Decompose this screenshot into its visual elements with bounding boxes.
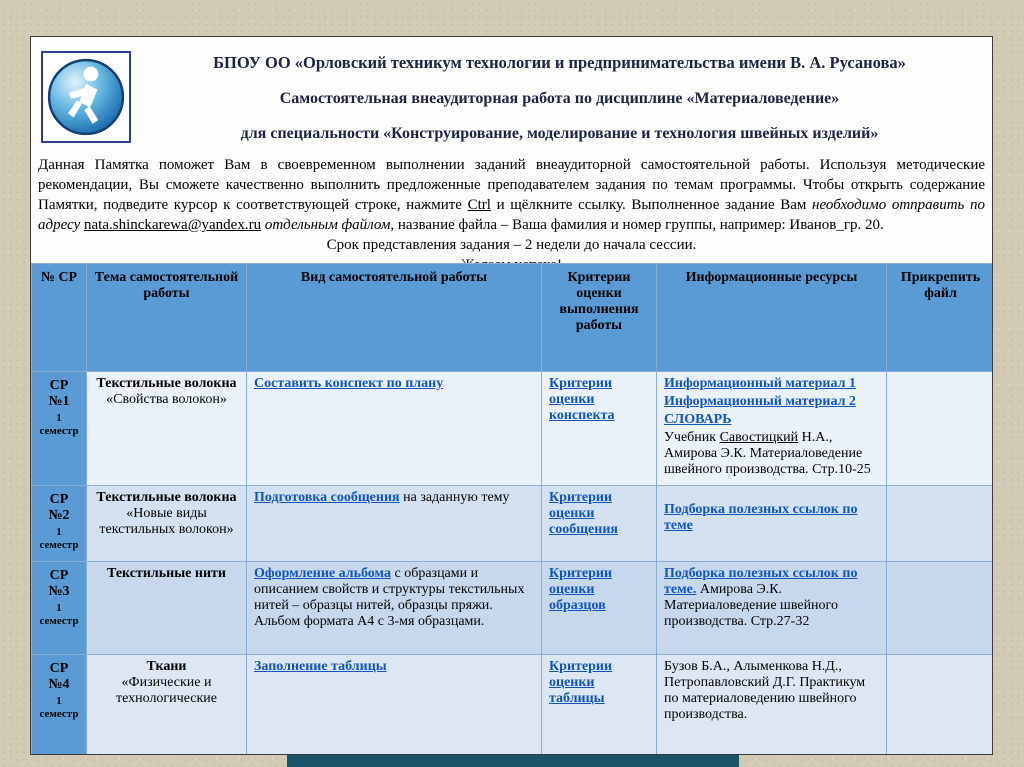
criteria-link[interactable]: Критерии оценки образцов xyxy=(549,566,613,613)
intro-text-3: название файла – Ваша фамилия и номер группы, например: Иванов_гр. 20. xyxy=(394,216,884,233)
col-header-worktype: Вид самостоятельной работы xyxy=(247,264,542,372)
theme-cell: Текстильные волокна «Новые виды текстильных волокон» xyxy=(87,486,247,562)
col-header-theme: Тема самостоятельной работы xyxy=(87,264,247,372)
resources-cell xyxy=(657,486,887,562)
resource-text: Учебник Савостицкий Н.А., Амирова Э.К. Материаловедение швейного производства. Стр.10-25 xyxy=(664,430,871,477)
sr-number-cell: СР №4 1 семестр xyxy=(32,655,87,756)
walking-person-icon xyxy=(45,56,127,138)
task-link[interactable]: Оформление альбома xyxy=(254,566,391,581)
task-link[interactable]: Подготовка сообщения xyxy=(254,490,400,505)
sr-number-cell: СР №1 1 семестр xyxy=(32,372,87,486)
college-logo xyxy=(41,51,131,143)
col-header-criteria: Критерии оценки выполнения работы xyxy=(542,264,657,372)
col-header-attach: Прикрепить файл xyxy=(887,264,994,372)
task-link[interactable]: Заполнение таблицы xyxy=(254,659,387,674)
assignments-table xyxy=(31,263,993,755)
criteria-cell xyxy=(542,562,657,655)
resource-text: Амирова Э.К. Материаловедение швейного производства. Стр.27-32 xyxy=(664,582,838,629)
resource-link[interactable]: Информационный материал 2 xyxy=(664,394,856,409)
header xyxy=(135,43,984,143)
table-row xyxy=(32,562,994,655)
attach-file-cell[interactable] xyxy=(887,372,994,486)
sr-number-cell: СР №2 1 семестр xyxy=(32,486,87,562)
task-link[interactable]: Составить конспект по плану xyxy=(254,376,444,391)
task-cell xyxy=(247,372,542,486)
table-row xyxy=(32,486,994,562)
resource-text: Бузов Б.А., Алыменкова Н.Д., Петропавловский Д.Г. Практикум по материаловедению швейного производства. xyxy=(664,659,866,722)
deadline-text: Срок представления задания – 2 недели до начала сессии. xyxy=(326,236,697,253)
attach-file-cell[interactable] xyxy=(887,562,994,655)
task-cell: Подготовка сообщения на заданную тему xyxy=(247,486,542,562)
table-row xyxy=(32,372,994,486)
sr-number-cell: СР №3 1 семестр xyxy=(32,562,87,655)
resource-link[interactable]: Информационный материал 1 xyxy=(664,376,856,391)
intro-italic-2: отдельным файлом, xyxy=(261,216,395,233)
resource-link[interactable]: Подборка полезных ссылок по теме xyxy=(664,502,858,533)
theme-cell: Ткани «Физические и технологические xyxy=(87,655,247,756)
table-header-row xyxy=(32,264,994,372)
theme-cell: Текстильные нити xyxy=(87,562,247,655)
speciality-title: для специальности «Конструирование, моделирование и технология швейных изделий» xyxy=(240,125,879,142)
criteria-link[interactable]: Критерии оценки таблицы xyxy=(549,659,613,706)
col-header-number: № СР xyxy=(32,264,87,372)
col-header-resources: Информационные ресурсы xyxy=(657,264,887,372)
intro-text-2: и щёлкните ссылку. Выполненное задание Вам xyxy=(490,196,813,213)
intro-text-1: Данная Памятка поможет Вам в своевременном выполнении заданий внеаудиторной самостоятельной работы. Используя методические рекомендации, Вы сможете качественно выполнить предложенные преподавателем задания по темам программы. Чтобы открыть содержание Памятки, подведите курсор к соответствующей строке, нажмите xyxy=(38,157,985,213)
attach-file-cell[interactable] xyxy=(887,486,994,562)
criteria-link[interactable]: Критерии оценки сообщения xyxy=(549,490,618,537)
slide xyxy=(30,36,993,755)
task-cell: Оформление альбома с образцами и описанием свойств и структуры текстильных нитей – образцы нитей, образцы пряжи. Альбом формата А4 с 3-мя образцами. xyxy=(247,562,542,655)
criteria-link[interactable]: Критерии оценки конспекта xyxy=(549,376,615,423)
email-link[interactable]: nata.shinckarewa@yandex.ru xyxy=(84,216,262,233)
intro-note xyxy=(38,156,985,276)
intro-italic-1: необходимо отправить по адресу xyxy=(38,196,985,233)
table-row xyxy=(32,655,994,756)
resource-link[interactable]: СЛОВАРЬ xyxy=(664,412,732,427)
criteria-cell xyxy=(542,486,657,562)
org-title: БПОУ ОО «Орловский техникум технологии и предпринимательства имени В. А. Русанова» xyxy=(213,53,906,72)
resource-link[interactable]: Подборка полезных ссылок по теме. xyxy=(664,566,858,597)
task-cell xyxy=(247,655,542,756)
resources-cell xyxy=(657,562,887,655)
work-title: Самостоятельная внеаудиторная работа по дисциплине «Материаловедение» xyxy=(279,90,840,107)
ctrl-key-text: Ctrl xyxy=(467,196,491,213)
resources-cell xyxy=(657,372,887,486)
attach-file-cell[interactable] xyxy=(887,655,994,756)
bottom-bar xyxy=(287,755,739,767)
criteria-cell xyxy=(542,372,657,486)
resources-cell xyxy=(657,655,887,756)
criteria-cell xyxy=(542,655,657,756)
theme-cell: Текстильные волокна «Свойства волокон» xyxy=(87,372,247,486)
